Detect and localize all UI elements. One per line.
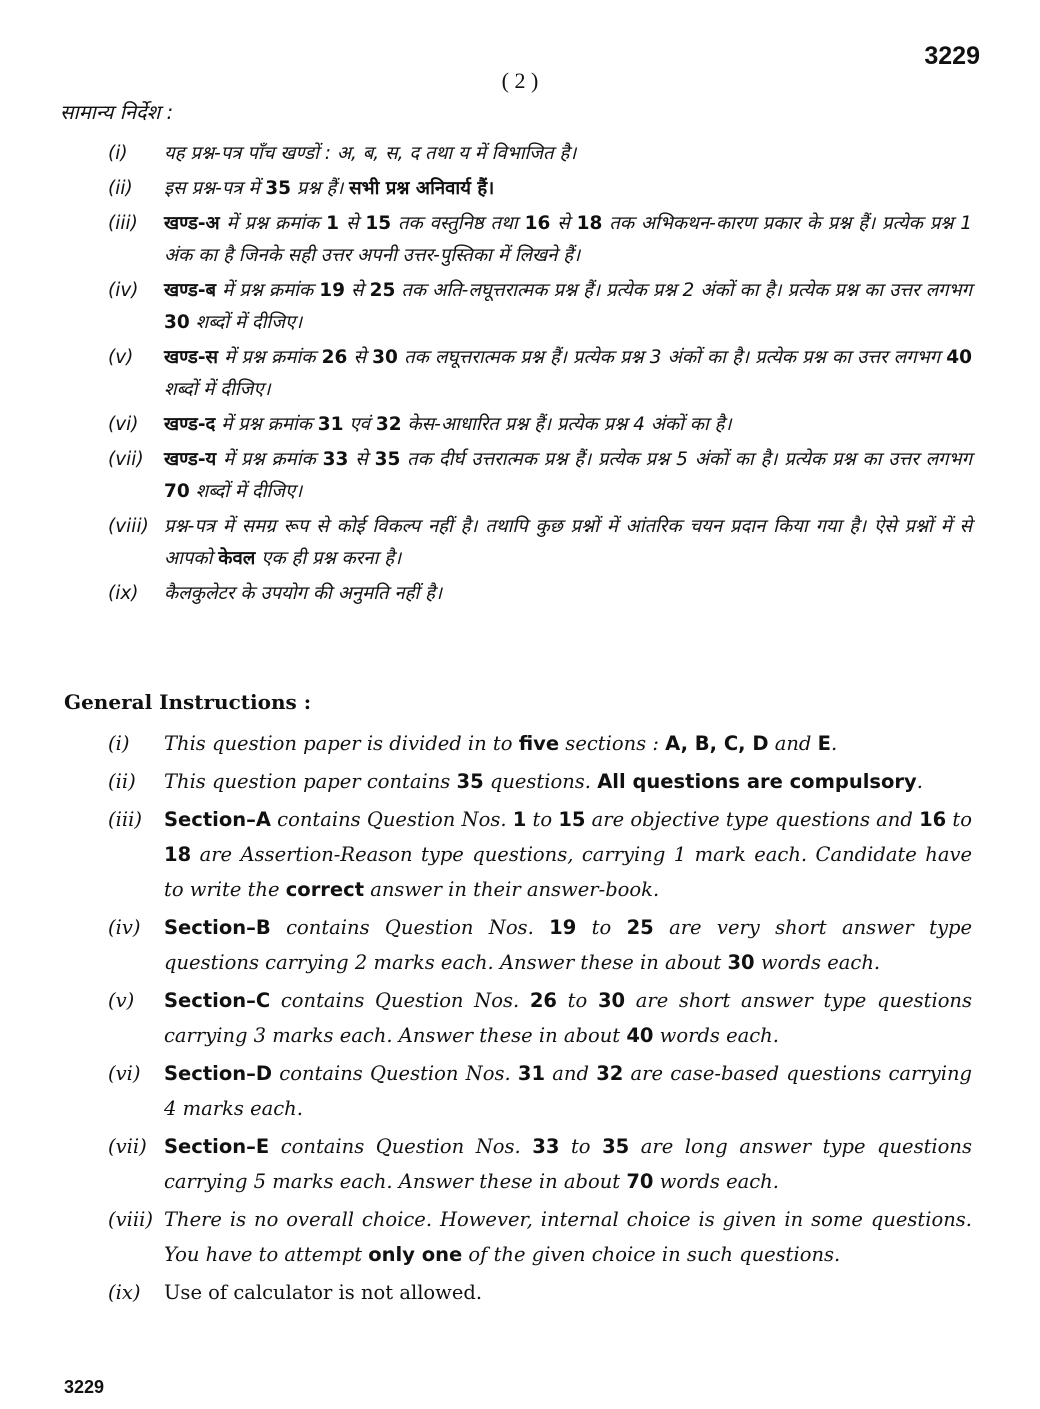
paper-code-top: 3229: [924, 42, 980, 70]
instruction-text: Section–A contains Question Nos. 1 to 15 are objective type questions and 16 to 18 are Assertion-Reason type questions, carrying 1 mark each. Candidate have to write the correct answer in their answer-book.: [164, 808, 972, 901]
item-number: (vii): [108, 1135, 147, 1158]
instruction-text: इस प्रश्न-पत्र में 35 प्रश्न हैं। सभी प्रश्न अनिवार्य हैं।: [164, 178, 495, 199]
item-number: (vi): [108, 1062, 141, 1085]
item-number: (iii): [108, 808, 142, 831]
instruction-viii: [108, 1202, 972, 1272]
instruction-ii: [108, 764, 972, 799]
instruction-text: प्रश्न-पत्र में समग्र रूप से कोई विकल्प नहीं है। तथापि कुछ प्रश्नों में आंतरिक चयन प्रदान किया गया है। ऐसे प्रश्नों में से आपको केवल एक ही प्रश्न करना है।: [164, 516, 972, 569]
item-number: (ix): [108, 583, 139, 604]
instruction-text: Section–C contains Question Nos. 26 to 30 are short answer type questions carrying 3 marks each. Answer these in about 40 words each.: [164, 989, 972, 1047]
instruction-text: यह प्रश्न-पत्र पाँच खण्डों : अ, ब, स, द तथा य में विभाजित है।: [164, 143, 577, 164]
instruction-text: Section–E contains Question Nos. 33 to 35 are long answer type questions carrying 5 marks each. Answer these in about 70 words each.: [164, 1135, 972, 1193]
hindi-instruction-viii: [108, 511, 972, 575]
instruction-text: खण्ड-अ में प्रश्न क्रमांक 1 से 15 तक वस्तुनिष्ठ तथा 16 से 18 तक अभिकथन-कारण प्रकार के प्रश्न हैं। प्रत्येक प्रश्न 1 अंक का है जिनके सही उत्तर अपनी उत्तर-पुस्तिका में लिखने हैं।: [164, 213, 972, 266]
item-number: (viii): [108, 516, 149, 537]
instruction-vi: [108, 1056, 972, 1126]
english-instructions-list: [108, 726, 972, 1313]
instruction-text: कैलकुलेटर के उपयोग की अनुमति नहीं है।: [164, 583, 442, 604]
hindi-instruction-ix: [108, 578, 972, 610]
instruction-text: खण्ड-य में प्रश्न क्रमांक 33 से 35 तक दीर्घ उत्तरात्मक प्रश्न हैं। प्रत्येक प्रश्न 5 अंकों का है। प्रत्येक प्रश्न का उत्तर लगभग 70 शब्दों में दीजिए।: [164, 449, 972, 502]
item-number: (vi): [108, 414, 139, 435]
instruction-ix: [108, 1275, 972, 1310]
item-number: (ii): [108, 178, 133, 199]
item-number: (iv): [108, 916, 141, 939]
hindi-instruction-vi: [108, 409, 972, 441]
instruction-i: [108, 726, 972, 761]
instruction-iii: [108, 802, 972, 907]
instruction-text: खण्ड-स में प्रश्न क्रमांक 26 से 30 तक लघूत्तरात्मक प्रश्न हैं। प्रत्येक प्रश्न 3 अंकों का है। प्रत्येक प्रश्न का उत्तर लगभग 40 शब्दों में दीजिए।: [164, 347, 972, 400]
instruction-text: खण्ड-ब में प्रश्न क्रमांक 19 से 25 तक अति-लघूत्तरात्मक प्रश्न हैं। प्रत्येक प्रश्न 2 अंकों का है। प्रत्येक प्रश्न का उत्तर लगभग 30 शब्दों में दीजिए।: [164, 280, 972, 333]
item-number: (i): [108, 143, 128, 164]
instruction-iv: [108, 910, 972, 980]
hindi-instructions-heading: सामान्य निर्देश :: [60, 100, 174, 124]
hindi-instruction-iii: [108, 208, 972, 272]
item-number: (i): [108, 732, 130, 755]
item-number: (vii): [108, 449, 144, 470]
instruction-text: This question paper contains 35 questions. All questions are compulsory.: [164, 770, 923, 793]
hindi-instruction-ii: [108, 173, 972, 205]
paper-code-bottom: 3229: [64, 1377, 105, 1397]
instruction-text: There is no overall choice. However, internal choice is given in some questions. You have to attempt only one of the given choice in such questions.: [164, 1208, 972, 1266]
instruction-text: खण्ड-द में प्रश्न क्रमांक 31 एवं 32 केस-आधारित प्रश्न हैं। प्रत्येक प्रश्न 4 अंकों का है।: [164, 414, 732, 435]
instruction-text: Section–B contains Question Nos. 19 to 25 are very short answer type questions carrying 2 marks each. Answer these in about 30 words each.: [164, 916, 972, 974]
item-number: (v): [108, 347, 134, 368]
hindi-instruction-iv: [108, 275, 972, 339]
hindi-instructions-list: [108, 138, 972, 613]
hindi-instruction-v: [108, 342, 972, 406]
item-number: (v): [108, 989, 135, 1012]
item-number: (ix): [108, 1281, 141, 1304]
instruction-text: Use of calculator is not allowed.: [164, 1281, 483, 1304]
item-number: (iv): [108, 280, 139, 301]
instruction-text: This question paper is divided in to five sections : A, B, C, D and E.: [164, 732, 838, 755]
hindi-instruction-i: [108, 138, 972, 170]
page-number: ( 2 ): [501, 68, 539, 93]
instruction-v: [108, 983, 972, 1053]
general-instructions-heading: General Instructions :: [64, 690, 312, 714]
item-number: (ii): [108, 770, 136, 793]
item-number: (viii): [108, 1208, 153, 1231]
instruction-vii: [108, 1129, 972, 1199]
hindi-instruction-vii: [108, 444, 972, 508]
item-number: (iii): [108, 213, 138, 234]
instruction-text: Section–D contains Question Nos. 31 and 32 are case-based questions carrying 4 marks each.: [164, 1062, 972, 1120]
